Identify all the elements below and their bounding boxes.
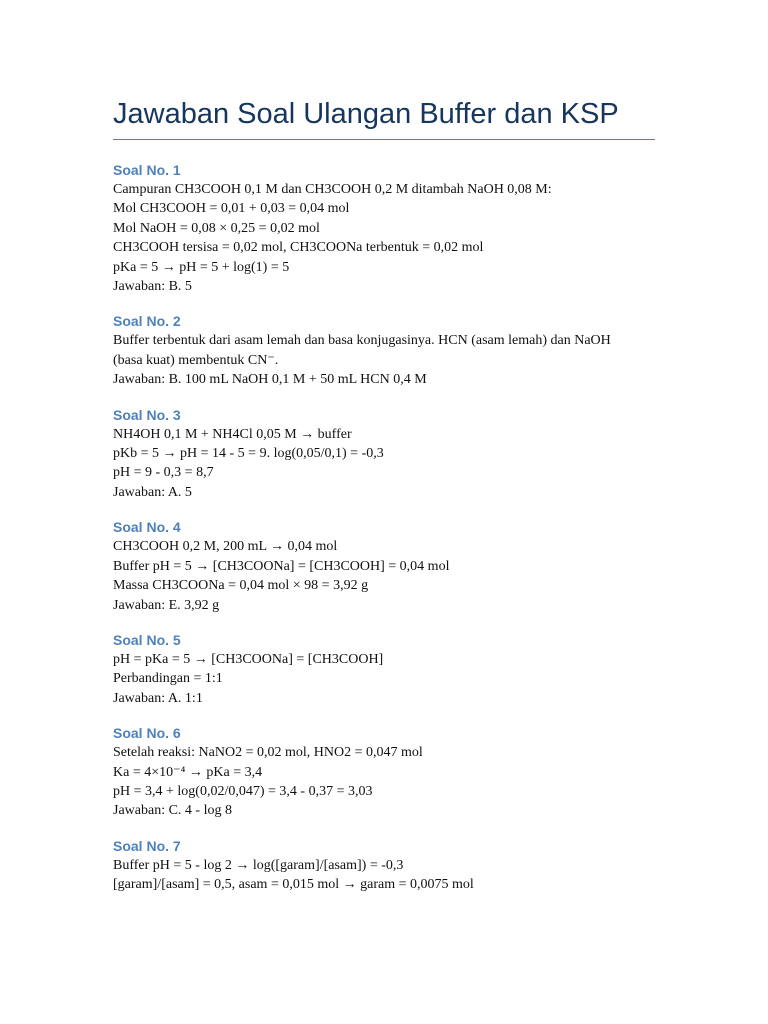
question-heading-3: Soal No. 3	[113, 406, 181, 423]
solution-line: CH3COOH tersisa = 0,02 mol, CH3COONa terbentuk = 0,02 mol	[113, 240, 484, 256]
question-section-3	[113, 405, 713, 503]
solution-line: Mol NaOH = 0,08 × 0,25 = 0,02 mol	[113, 220, 320, 236]
solution-line: pH = 9 - 0,3 = 8,7	[113, 465, 214, 481]
question-section-1	[113, 160, 713, 296]
solution-line: CH3COOH 0,2 M, 200 mL → 0,04 mol	[113, 539, 338, 555]
solution-line: Buffer pH = 5 → [CH3COONa] = [CH3COOH] = 0,04 mol	[113, 558, 450, 574]
solution-line: NH4OH 0,1 M + NH4Cl 0,05 M → buffer	[113, 426, 352, 442]
solution-line: Campuran CH3COOH 0,1 M dan CH3COOH 0,2 M ditambah NaOH 0,08 M:	[113, 182, 552, 197]
answer-line: Jawaban: E. 3,92 g	[113, 597, 220, 613]
solution-line: Buffer terbentuk dari asam lemah dan basa konjugasinya. HCN (asam lemah) dan NaOH	[113, 333, 611, 349]
answer-line: Jawaban: A. 1:1	[113, 690, 203, 706]
document-title: Jawaban Soal Ulangan Buffer dan KSP	[113, 98, 619, 130]
solution-line: pH = pKa = 5 → [CH3COONa] = [CH3COOH]	[113, 651, 384, 667]
question-section-5	[113, 630, 713, 708]
answer-line: Jawaban: C. 4 - log 8	[113, 803, 232, 819]
solution-line: Buffer pH = 5 - log 2 → log([garam]/[asam]) = -0,3	[113, 857, 404, 873]
question-section-6	[113, 723, 713, 821]
answer-line: Jawaban: B. 5	[113, 279, 192, 295]
question-heading-5: Soal No. 5	[113, 631, 181, 648]
solution-line: Setelah reaksi: NaNO2 = 0,02 mol, HNO2 = 0,047 mol	[113, 745, 423, 761]
solution-line: pH = 3,4 + log(0,02/0,047) = 3,4 - 0,37 = 3,03	[113, 783, 373, 799]
question-heading-7: Soal No. 7	[113, 837, 181, 854]
solution-line: Mol CH3COOH = 0,01 + 0,03 = 0,04 mol	[113, 201, 350, 217]
answer-line: Jawaban: B. 100 mL NaOH 0,1 M + 50 mL HCN 0,4 M	[113, 372, 427, 388]
solution-line: Perbandingan = 1:1	[113, 671, 223, 687]
solution-line: pKb = 5 → pH = 14 - 5 = 9. log(0,05/0,1) = -0,3	[113, 446, 384, 462]
question-heading-4: Soal No. 4	[113, 519, 181, 536]
title-underline-rule	[113, 139, 655, 140]
question-section-7	[113, 836, 713, 895]
question-heading-1: Soal No. 1	[113, 162, 181, 178]
solution-line: [garam]/[asam] = 0,5, asam = 0,015 mol → garam = 0,0075 mol	[113, 877, 474, 893]
question-heading-2: Soal No. 2	[113, 313, 181, 330]
solution-line: (basa kuat) membentuk CN⁻.	[113, 352, 279, 368]
question-section-4	[113, 517, 713, 615]
solution-line: Massa CH3COONa = 0,04 mol × 98 = 3,92 g	[113, 578, 369, 594]
solution-line: Ka = 4×10⁻⁴ → pKa = 3,4	[113, 764, 263, 780]
question-heading-6: Soal No. 6	[113, 725, 181, 742]
solution-line: pKa = 5 → pH = 5 + log(1) = 5	[113, 259, 290, 275]
answer-line: Jawaban: A. 5	[113, 484, 192, 500]
document-body	[113, 160, 713, 895]
question-section-2	[113, 311, 713, 389]
